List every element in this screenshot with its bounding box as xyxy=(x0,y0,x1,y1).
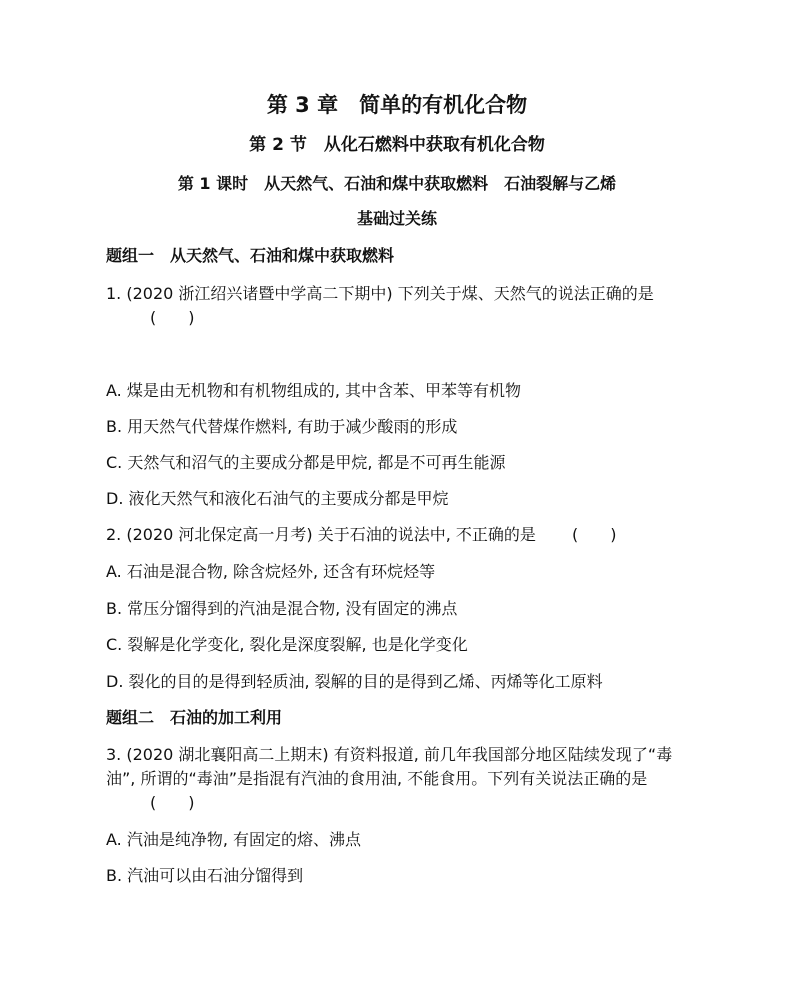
q3-option-a: A. 汽油是纯净物, 有固定的熔、沸点 xyxy=(106,830,362,849)
group1-heading: 题组一 从天然气、石油和煤中获取燃料 xyxy=(106,246,395,265)
group2-heading: 题组二 石油的加工利用 xyxy=(106,708,283,727)
q1-option-a: A. 煤是由无机物和有机物组成的, 其中含苯、甲苯等有机物 xyxy=(106,381,522,400)
q3-answer-blank: ( ) xyxy=(150,793,195,812)
chapter-title: 第 3 章 简单的有机化合物 xyxy=(266,93,528,117)
section-title: 第 2 节 从化石燃料中获取有机化合物 xyxy=(249,135,545,155)
q2-option-d: D. 裂化的目的是得到轻质油, 裂解的目的是得到乙烯、丙烯等化工原料 xyxy=(106,672,603,691)
q1-answer-blank: ( ) xyxy=(150,308,195,327)
q2-option-a: A. 石油是混合物, 除含烷烃外, 还含有环烷烃等 xyxy=(106,562,436,581)
q3-stem-line1: 3. (2020 湖北襄阳高二上期末) 有资料报道, 前几年我国部分地区陆续发现了“毒 xyxy=(106,745,673,764)
q1-option-d: D. 液化天然气和液化石油气的主要成分都是甲烷 xyxy=(106,489,449,508)
q2-option-b: B. 常压分馏得到的汽油是混合物, 没有固定的沸点 xyxy=(106,599,458,618)
q1-option-b: B. 用天然气代替煤作燃料, 有助于减少酸雨的形成 xyxy=(106,417,458,436)
q2-option-c: C. 裂解是化学变化, 裂化是深度裂解, 也是化学变化 xyxy=(106,635,468,654)
q3-option-b: B. 汽油可以由石油分馏得到 xyxy=(106,866,304,885)
lesson-title: 第 1 课时 从天然气、石油和煤中获取燃料 石油裂解与乙烯 xyxy=(177,174,617,193)
q3-stem-line2: 油”, 所谓的“毒油”是指混有汽油的食用油, 不能食用。下列有关说法正确的是 xyxy=(106,769,648,788)
q1-option-c: C. 天然气和沼气的主要成分都是甲烷, 都是不可再生能源 xyxy=(106,453,506,472)
q2-stem: 2. (2020 河北保定高一月考) 关于石油的说法中, 不正确的是 xyxy=(106,525,536,544)
practice-title: 基础过关练 xyxy=(356,209,437,228)
q1-stem: 1. (2020 浙江绍兴诸暨中学高二下期中) 下列关于煤、天然气的说法正确的是 xyxy=(106,284,654,303)
q2-answer-blank: ( ) xyxy=(572,525,617,544)
